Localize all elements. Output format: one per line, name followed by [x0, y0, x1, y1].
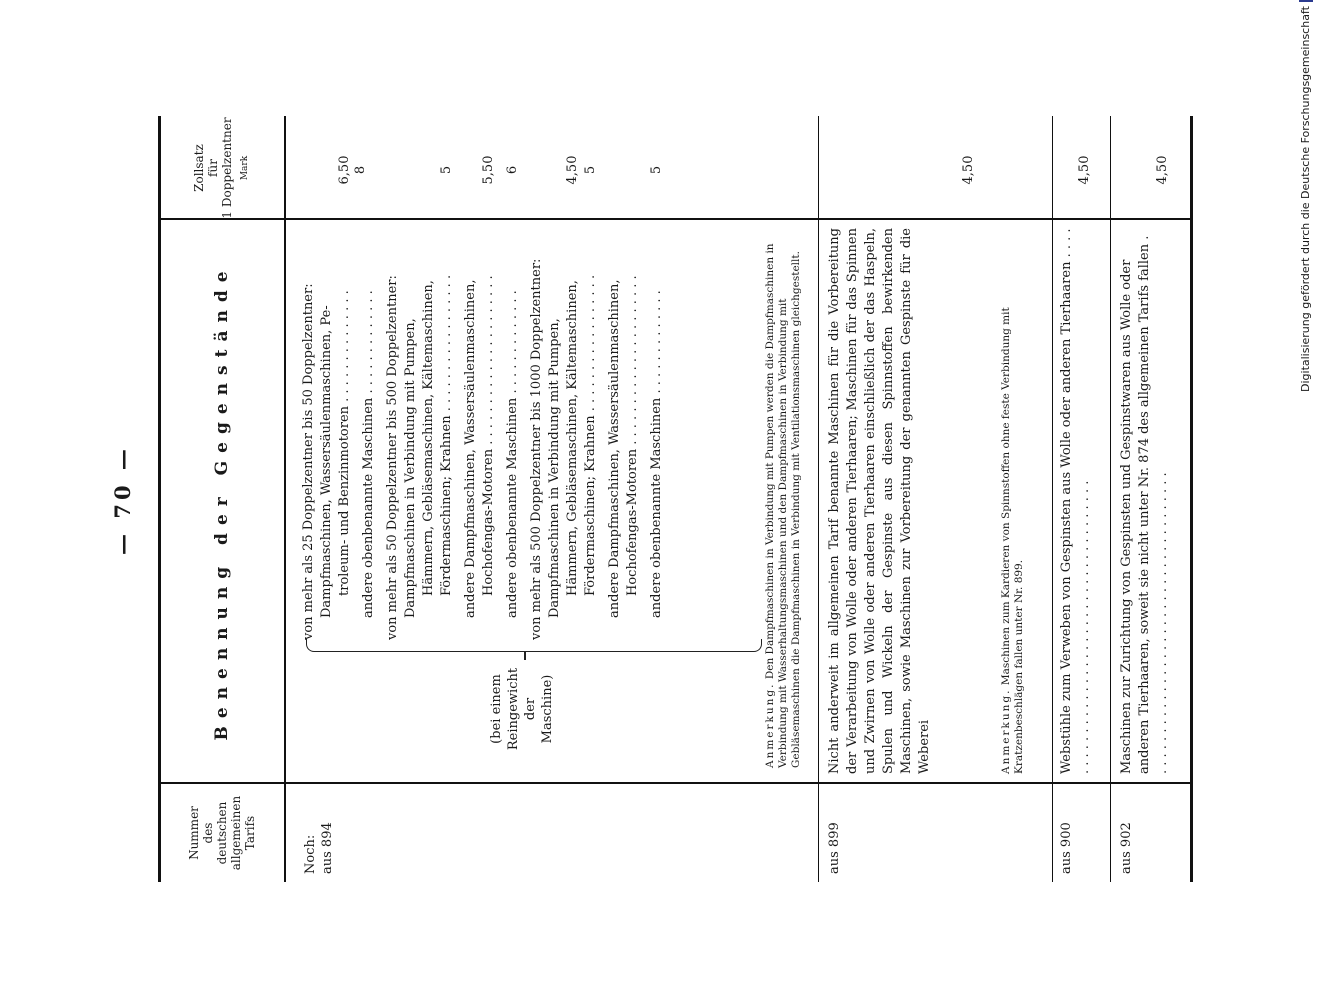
rate-value: 4,50	[565, 155, 580, 185]
header-number-line: Tarifs	[243, 815, 257, 851]
description-line: Fördermaschinen; Krahnen . . . . . . . . . . . . . . . . .	[439, 274, 454, 596]
description-line: Hämmern, Gebläsemaschinen, Kältemaschinen,	[421, 280, 436, 596]
row-number-902: aus 902	[1119, 822, 1134, 874]
description-line: Fördermaschinen; Krahnen . . . . . . . . . . . . . . . . .	[583, 274, 598, 596]
brace-label-line: der	[523, 697, 538, 721]
note-text: Den Dampfmaschinen in Verbindung mit Pumpen werden die Dampfmaschinen in Verbindung mit Wasserhaltungsmaschinen und den Dampfmaschinen in Verbindung mit Gebläsemaschinen die Dampfmaschinen in Verbindung mit Ventilationsmaschinen gleichgestellt.	[764, 243, 802, 768]
header-rate-line: 1 Doppelzentner	[220, 117, 234, 219]
rate-value: 6,50	[337, 155, 352, 185]
note-label: Anmerkung.	[764, 682, 776, 768]
description-line: andere obenbenannte Maschinen . . . . . . . . . . . . .	[505, 290, 520, 618]
note-text: Maschinen zum Kardieren von Spinnstoffen ohne feste Verbindung mit Kratzenbeschlägen fallen unter Nr. 899.	[1000, 307, 1025, 774]
row-number-894	[302, 788, 336, 874]
credit-text: Digitalisierung gefördert durch die Deutsche Forschungsgemeinschaft	[1299, 6, 1312, 392]
header-number-line: deutschen	[215, 801, 229, 865]
header-name-column: Benennung der Gegenstände	[212, 263, 232, 741]
row-number-line: aus 894	[320, 822, 335, 874]
row-894-note	[764, 220, 803, 768]
row-900-rate: 4,50	[1077, 155, 1092, 185]
weight-brace-label	[488, 654, 556, 764]
row-902-description: Maschinen zur Zurichtung von Gespinsten und Gespinstwaren aus Wolle oder anderen Tierhaaren, soweit sie nicht unter Nr. 874 des allgemeinen Tarifs fallen . . . . . . . . . . . . . . . . . . . . . . . . . . . . . . . . . . . . . .	[1119, 235, 1170, 774]
header-number-line: Nummer	[187, 806, 201, 860]
header-bottom-rule	[284, 116, 286, 882]
description-line: Hochofengas-Motoren . . . . . . . . . . . . . . . . . . . . .	[625, 275, 640, 596]
digitization-credit-text	[1296, 8, 1316, 392]
description-line: andere Dampfmaschinen, Wassersäulenmaschinen,	[607, 279, 622, 618]
row-divider-900	[1110, 116, 1111, 882]
rate-value: 5,50	[481, 155, 496, 185]
header-rate-unit: Mark	[240, 155, 250, 181]
description-line: von mehr als 25 Doppelzentner bis 50 Doppelzentner:	[301, 283, 316, 640]
description-line: Dampfmaschinen, Wassersäulenmaschinen, Pe-	[319, 305, 334, 618]
row-899-description: Nicht anderweit im allgemeinen Tarif benannte Maschinen für die Vorbereitung der Verarbeitung von Wolle oder anderen Tierhaaren; Maschinen für das Spinnen und Zwirnen von Wolle oder anderen Tierhaaren einschließlich der das Haspeln, Spulen und Wickeln der Gespinste aus diesen Spinnstoffen bewirkenden Maschinen, sowie Maschinen zur Vorbereitung der genannten Gespinste für die Weberei	[827, 228, 932, 774]
row-899-rate: 4,50	[961, 155, 976, 185]
brace-label-line: (bei einem	[489, 674, 504, 744]
description-line: Hochofengas-Motoren . . . . . . . . . . . . . . . . . . . . .	[481, 275, 496, 596]
row-divider-899	[1052, 116, 1053, 882]
row-899-note	[1000, 228, 1026, 774]
brace-label-line: Reingewicht	[506, 667, 521, 751]
brace-label-line: Maschine)	[540, 674, 555, 744]
rate-value: 6	[505, 165, 520, 175]
page-number: — 70 —	[110, 445, 135, 555]
rate-value: 5	[583, 165, 598, 175]
weight-brace	[306, 639, 762, 652]
row-900-description: Webstühle zum Verweben von Gespinsten aus Wolle oder anderen Tierhaaren . . . . . . . . . . . . . . . . . . . . . . . . . . . . . . . . . . . . . . . .	[1059, 228, 1092, 774]
row-divider-894	[818, 116, 819, 882]
row-number-line: Noch:	[303, 834, 318, 874]
description-line: troleum- und Benzinmotoren . . . . . . . . . . . . . .	[337, 290, 352, 596]
description-line: andere obenbenannte Maschinen . . . . . . . . . . . . .	[361, 290, 376, 618]
rate-value: 5	[439, 165, 454, 175]
rate-value: 5	[649, 165, 664, 175]
note-label: Anmerkung.	[1000, 688, 1012, 774]
description-line: andere Dampfmaschinen, Wassersäulenmaschinen,	[463, 279, 478, 618]
description-line: von mehr als 50 Doppelzentner bis 500 Doppelzentner:	[385, 275, 400, 640]
column-divider-1	[158, 783, 1192, 785]
dfg-logo	[1299, 0, 1313, 2]
description-line: Hämmern, Gebläsemaschinen, Kältemaschinen,	[565, 280, 580, 596]
header-number-column	[160, 784, 284, 882]
description-line: Dampfmaschinen in Verbindung mit Pumpen,	[547, 318, 562, 618]
rate-value: 8	[353, 165, 368, 175]
header-rate-line: für	[206, 159, 220, 177]
weight-brace-tip	[524, 652, 526, 660]
column-divider-2	[158, 219, 1192, 221]
description-line: von mehr als 500 Doppelzentner bis 1000 Doppelzentner:	[529, 258, 544, 640]
header-number-line: allgemeinen	[229, 795, 243, 871]
row-number-900: aus 900	[1059, 822, 1074, 874]
header-number-line: des	[201, 822, 215, 844]
table-bottom-rule	[1190, 116, 1193, 882]
description-line: andere obenbenannte Maschinen . . . . . . . . . . . . .	[649, 290, 664, 618]
header-rate-line: Zollsatz	[192, 144, 206, 192]
digitization-credit	[1296, 8, 1316, 392]
description-line: Dampfmaschinen in Verbindung mit Pumpen,	[403, 318, 418, 618]
row-number-899: aus 899	[827, 822, 842, 874]
row-902-rate: 4,50	[1155, 155, 1170, 185]
header-rate-column	[160, 116, 284, 220]
